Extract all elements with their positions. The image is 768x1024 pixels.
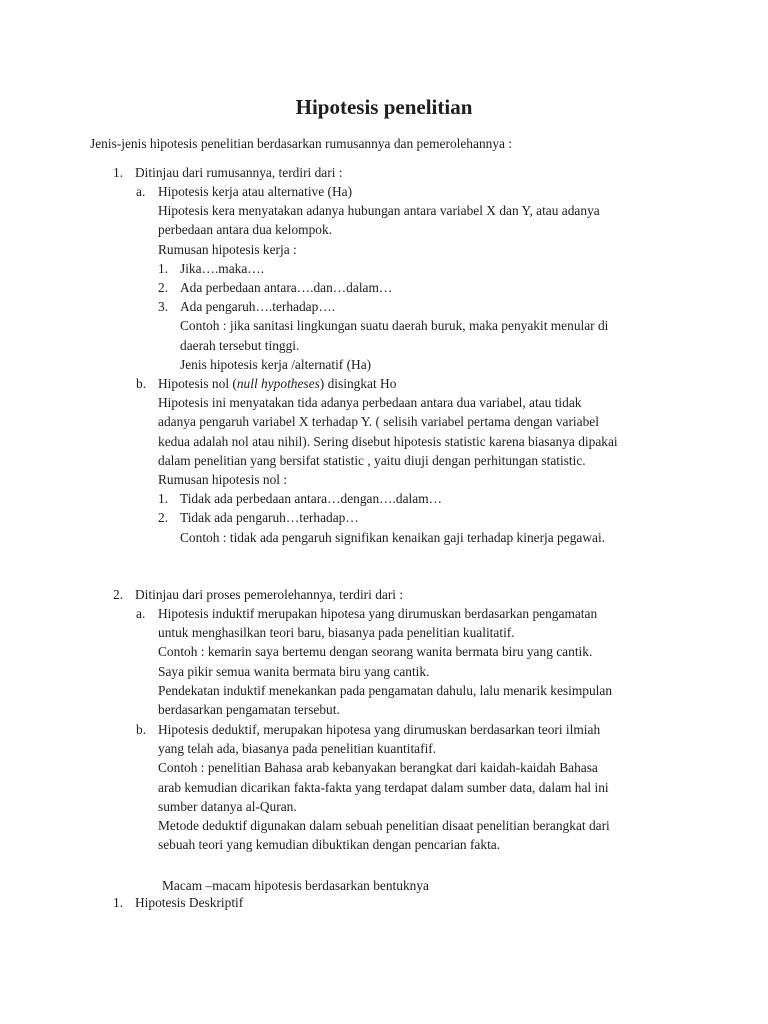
list-item-text: Jika….maka…. <box>180 260 265 276</box>
section-1-item-a <box>136 182 609 374</box>
item-a-marker: a. <box>136 606 146 621</box>
list-marker: 3. <box>158 299 169 315</box>
list-marker: 1. <box>158 491 169 507</box>
example-line: daerah tersebut tinggi. <box>180 337 300 353</box>
list-item <box>158 297 608 316</box>
formula-list <box>158 259 608 374</box>
list-marker: 2. <box>158 510 169 526</box>
formula-heading: Rumusan hipotesis kerja : <box>158 241 297 257</box>
list-marker: 1. <box>113 895 124 910</box>
example-line: Contoh : jika sanitasi lingkungan suatu daerah buruk, maka penyakit menular di <box>180 318 609 334</box>
list-item-text: Ada pengaruh….terhadap…. <box>180 299 336 315</box>
section-1-marker: 1. <box>113 165 124 180</box>
paragraph-line: Hipotesis kera menyatakan adanya hubungan antara variabel X dan Y, atau adanya <box>158 203 600 219</box>
item-title: Hipotesis kerja atau alternative (Ha) <box>158 184 353 199</box>
list-item-text: Hipotesis Deskriptif <box>135 895 244 910</box>
section-2-item-b <box>136 720 610 854</box>
paragraph-line: dalam penelitian yang bersifat statistic , yaitu diuji dengan perhitungan statistic. <box>158 452 586 468</box>
list-marker: 2. <box>158 280 169 296</box>
list-item <box>158 259 608 278</box>
section-2-item-a <box>136 604 613 719</box>
list-item-text: Tidak ada pengaruh…terhadap… <box>180 510 359 526</box>
item-title: Hipotesis nol (null hypotheses) disingkat Ho <box>158 376 397 391</box>
section-2-heading: Ditinjau dari proses pemerolehannya, terdiri dari : <box>135 587 404 602</box>
paragraph-line: Saya pikir semua wanita bermata biru yang cantik. <box>158 663 430 679</box>
example-line: Contoh : tidak ada pengaruh signifikan kenaikan gaji terhadap kinerja pegawai. <box>180 529 606 545</box>
item-b-marker: b. <box>136 722 147 737</box>
paragraph-line: Hipotesis induktif merupakan hipotesa yang dirumuskan berdasarkan pengamatan <box>158 606 598 621</box>
paragraph-line: Metode deduktif digunakan dalam sebuah penelitian disaat penelitian berangkat dari <box>158 818 610 834</box>
paragraph-line: Hipotesis deduktif, merupakan hipotesa yang dirumuskan berdasarkan teori ilmiah <box>158 722 601 737</box>
list-item-text: Tidak ada perbedaan antara…dengan….dalam… <box>180 491 443 507</box>
intro-text: Jenis-jenis hipotesis penelitian berdasarkan rumusannya dan pemerolehannya : <box>90 136 513 151</box>
paragraph-line: adanya pengaruh variabel X terhadap Y. ( selisih variabel pertama dengan variabel <box>158 414 599 430</box>
paragraph-line: arab kemudian dicarikan fakta-fakta yang terdapat dalam sumber data, dalam hal ini <box>158 779 609 795</box>
paragraph-line: berdasarkan pengamatan tersebut. <box>158 702 340 718</box>
section-1-item-b <box>136 374 618 547</box>
list-item-text: Ada perbedaan antara….dan…dalam… <box>180 280 393 296</box>
paragraph-line: kedua adalah nol atau nihil). Sering disebut hipotesis statistic karena biasanya dipakai <box>158 433 618 449</box>
subheading: Macam –macam hipotesis berdasarkan bentuknya <box>162 878 429 893</box>
paragraph-line: sebuah teori yang kemudian dibuktikan dengan pencarian fakta. <box>158 837 501 853</box>
section-2 <box>113 585 404 604</box>
paragraph-line: yang telah ada, biasanya pada penelitian kuantitafif. <box>158 741 437 757</box>
item-a-marker: a. <box>136 184 146 199</box>
list-item <box>158 489 618 508</box>
section-1 <box>113 163 343 182</box>
paragraph-line: Contoh : kemarin saya bertemu dengan seorang wanita bermata biru yang cantik. <box>158 644 593 660</box>
bottom-list-item <box>113 893 244 912</box>
paragraph-line: untuk menghasilkan teori baru, biasanya pada penelitian kualitatif. <box>158 625 515 641</box>
section-2-marker: 2. <box>113 587 124 602</box>
example-line: Jenis hipotesis kerja /alternatif (Ha) <box>180 356 372 372</box>
page-title: Hipotesis penelitian <box>295 95 473 119</box>
list-item <box>158 508 618 527</box>
list-marker: 1. <box>158 260 169 276</box>
section-1-heading: Ditinjau dari rumusannya, terdiri dari : <box>135 165 343 180</box>
paragraph-line: Rumusan hipotesis nol : <box>158 472 288 488</box>
paragraph-line: perbedaan antara dua kelompok. <box>158 222 332 238</box>
formula-list <box>158 489 618 547</box>
paragraph-line: Hipotesis ini menyatakan tida adanya perbedaan antara dua variabel, atau tidak <box>158 395 582 411</box>
paragraph-line: Contoh : penelitian Bahasa arab kebanyakan berangkat dari kaidah-kaidah Bahasa <box>158 760 598 776</box>
list-item <box>158 278 608 297</box>
item-b-marker: b. <box>136 376 147 391</box>
paragraph-line: sumber datanya al-Quran. <box>158 798 297 814</box>
paragraph-line: Pendekatan induktif menekankan pada pengamatan dahulu, lalu menarik kesimpulan <box>158 682 613 698</box>
